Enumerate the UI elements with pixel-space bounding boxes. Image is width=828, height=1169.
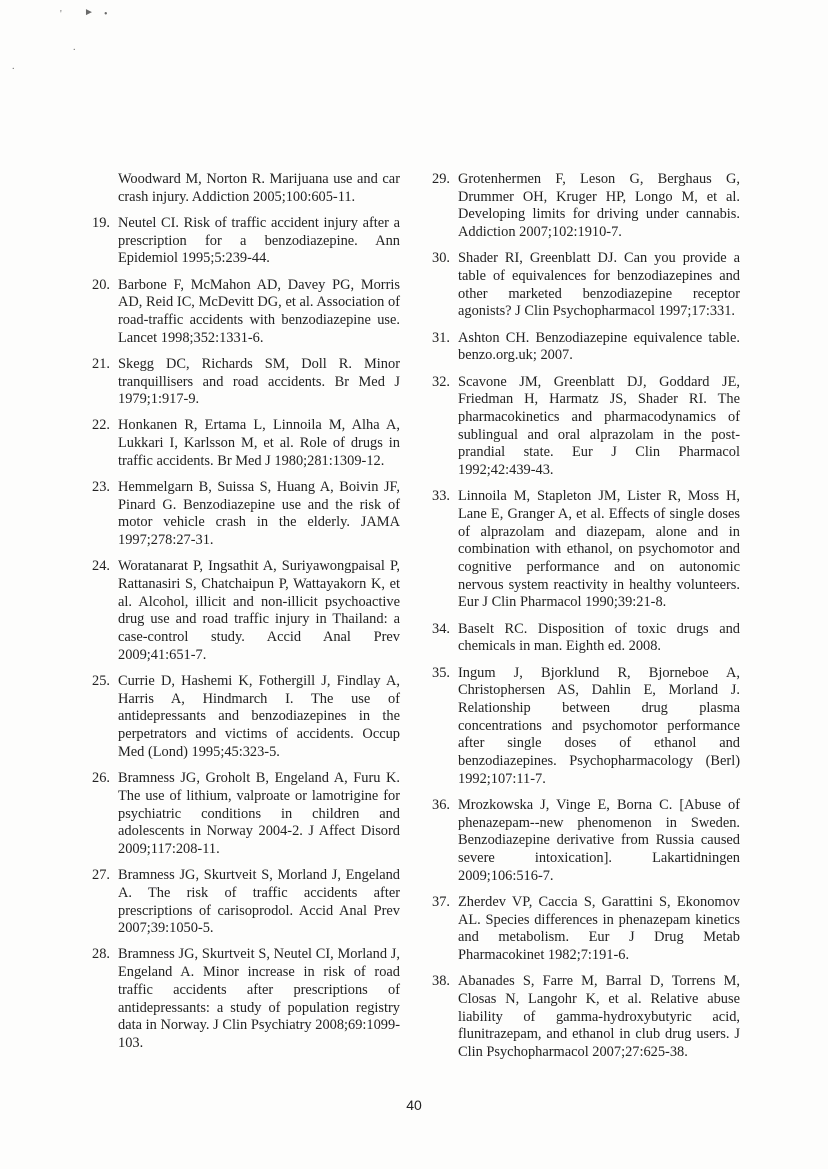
reference-number: 37. bbox=[432, 894, 450, 911]
reference-text: Hemmelgarn B, Suissa S, Huang A, Boivin JF, Pinard G. Benzodiazepine use and the risk of motor vehicle crash in the elderly. JAMA 1997;278:27-31. bbox=[118, 479, 400, 549]
reference-item bbox=[420, 973, 740, 1062]
reference-item bbox=[80, 479, 400, 550]
reference-item bbox=[420, 330, 740, 365]
reference-text: Skegg DC, Richards SM, Doll R. Minor tranquillisers and road accidents. Br Med J 1979;1:917-9. bbox=[118, 355, 400, 408]
reference-number: 32. bbox=[432, 373, 450, 390]
reference-text: Barbone F, McMahon AD, Davey PG, Morris AD, Reid IC, McDevitt DG, et al. Association of road-traffic accidents with benzodiazepine use. Lancet 1998;352:1331-6. bbox=[118, 276, 400, 346]
reference-number: 27. bbox=[92, 867, 110, 884]
reference-text: Zherdev VP, Caccia S, Garattini S, Ekonomov AL. Species differences in phenazepam kinetics and metabolism. Eur J Drug Metab Pharmacokinet 1982;7:191-6. bbox=[458, 894, 740, 964]
reference-item bbox=[420, 250, 740, 321]
reference-number: 33. bbox=[432, 488, 450, 505]
reference-item bbox=[80, 673, 400, 762]
reference-item bbox=[420, 488, 740, 612]
reference-item bbox=[420, 665, 740, 789]
reference-number: 35. bbox=[432, 664, 450, 681]
reference-item bbox=[80, 946, 400, 1052]
reference-text: Currie D, Hashemi K, Fothergill J, Findlay A, Harris A, Hindmarch I. The use of antidepressants and benzodiazepines in the perpetrators and victims of accidents. Occup Med (Lond) 1995;45:323-5. bbox=[118, 673, 400, 760]
reference-text: Grotenhermen F, Leson G, Berghaus G, Drummer OH, Kruger HP, Longo M, et al. Developing limits for driving under cannabis. Addiction 2007;102:1910-7. bbox=[458, 171, 740, 241]
reference-item bbox=[420, 171, 740, 242]
reference-text: Bramness JG, Groholt B, Engeland A, Furu K. The use of lithium, valproate or lamotrigine for psychiatric conditions in children and adolescents in Norway 2004-2. J Affect Disord 2009;117:208-11. bbox=[118, 770, 400, 857]
reference-item bbox=[80, 770, 400, 859]
reference-number: 34. bbox=[432, 620, 450, 637]
reference-number: 25. bbox=[92, 673, 110, 690]
reference-number: 26. bbox=[92, 770, 110, 787]
reference-number: 22. bbox=[92, 417, 110, 434]
page-number: 40 bbox=[406, 1097, 422, 1113]
reference-text: Linnoila M, Stapleton JM, Lister R, Moss H, Lane E, Granger A, et al. Effects of single doses of alprazolam and diazepam, alone and in combination with ethanol, on psychomotor and cognitive performance and on autonomic nervous system reactivity in healthy volunteers. Eur J Clin Pharmacol 1990;39:21-8. bbox=[458, 488, 740, 611]
reference-text: Bramness JG, Skurtveit S, Neutel CI, Morland J, Engeland A. Minor increase in risk of road traffic accidents after prescriptions of antidepressants: a study of population registry data in Norway. J Clin Psychiatry 2008;69:1099-103. bbox=[118, 946, 400, 1051]
reference-item bbox=[80, 417, 400, 470]
reference-number: 28. bbox=[92, 946, 110, 963]
reference-item bbox=[420, 621, 740, 656]
reference-number: 38. bbox=[432, 973, 450, 990]
reference-item bbox=[420, 894, 740, 965]
reference-item bbox=[420, 374, 740, 480]
reference-text: Woratanarat P, Ingsathit A, Suriyawongpaisal P, Rattanasiri S, Chatchaipun P, Wattayakorn K, et al. Alcohol, illicit and non-illicit psychoactive drug use and road traffic injury in Thailand: a case-control study. Accid Anal Prev 2009;41:651-7. bbox=[118, 558, 400, 663]
right-column bbox=[420, 171, 740, 1070]
reference-text: Woodward M, Norton R. Marijuana use and car crash injury. Addiction 2005;100:605-11. bbox=[118, 171, 400, 205]
reference-text: Abanades S, Farre M, Barral D, Torrens M, Closas N, Langohr K, et al. Relative abuse liability of gamma-hydroxybutyric acid, flunitrazepam, and ethanol in club drug users. J Clin Psychopharmacol 2007;27:625-38. bbox=[458, 973, 740, 1061]
reference-text: Neutel CI. Risk of traffic accident injury after a prescription for a benzodiazepine. Ann Epidemiol 1995;5:239-44. bbox=[118, 214, 400, 267]
reference-number: 20. bbox=[92, 276, 110, 293]
reference-number: 21. bbox=[92, 355, 110, 372]
reference-number: 19. bbox=[92, 214, 110, 231]
reference-item bbox=[80, 356, 400, 409]
reference-number: 23. bbox=[92, 479, 110, 496]
reference-text: Baselt RC. Disposition of toxic drugs and chemicals in man. Eighth ed. 2008. bbox=[458, 620, 740, 655]
reference-number: 24. bbox=[92, 558, 110, 575]
reference-item bbox=[80, 171, 400, 206]
reference-number: 30. bbox=[432, 250, 450, 267]
reference-text: Mrozkowska J, Vinge E, Borna C. [Abuse of phenazepam--new phenomenon in Sweden. Benzodiazepine derivative from Russia caused severe intoxication]. Lakartidningen 2009;106:516-7. bbox=[458, 797, 740, 884]
reference-text: Shader RI, Greenblatt DJ. Can you provide a table of equivalences for benzodiazepines and other marketed benzodiazepine receptor agonists? J Clin Psychopharmacol 1997;17:331. bbox=[458, 250, 740, 320]
reference-text: Ashton CH. Benzodiazepine equivalence table. benzo.org.uk; 2007. bbox=[458, 329, 740, 364]
reference-item bbox=[80, 215, 400, 268]
reference-item bbox=[80, 867, 400, 938]
reference-text: Honkanen R, Ertama L, Linnoila M, Alha A, Lukkari I, Karlsson M, et al. Role of drugs in traffic accidents. Br Med J 1980;281:1309-12. bbox=[118, 417, 400, 469]
reference-text: Bramness JG, Skurtveit S, Morland J, Engeland A. The risk of traffic accidents after prescriptions of carisoprodol. Accid Anal Prev 2007;39:1050-5. bbox=[118, 867, 400, 937]
reference-number: 29. bbox=[432, 171, 450, 187]
reference-text: Scavone JM, Greenblatt DJ, Goddard JE, Friedman H, Harmatz JS, Shader RI. The pharmacokinetics and pharmacodynamics of sublingual and oral alprazolam in the post-prandial state. Eur J Clin Pharmacol 1992;42:439-43. bbox=[458, 373, 740, 479]
reference-text: Ingum J, Bjorklund R, Bjorneboe A, Christophersen AS, Dahlin E, Morland J. Relationship between drug plasma concentrations and psychomotor performance after single doses of ethanol and benzodiazepines. Psychopharmacology (Berl) 1992;107:11-7. bbox=[458, 664, 740, 787]
left-column bbox=[80, 171, 400, 1061]
reference-number: 31. bbox=[432, 329, 450, 346]
reference-item bbox=[420, 797, 740, 886]
reference-item bbox=[80, 558, 400, 664]
reference-item bbox=[80, 277, 400, 348]
reference-number: 36. bbox=[432, 797, 450, 813]
